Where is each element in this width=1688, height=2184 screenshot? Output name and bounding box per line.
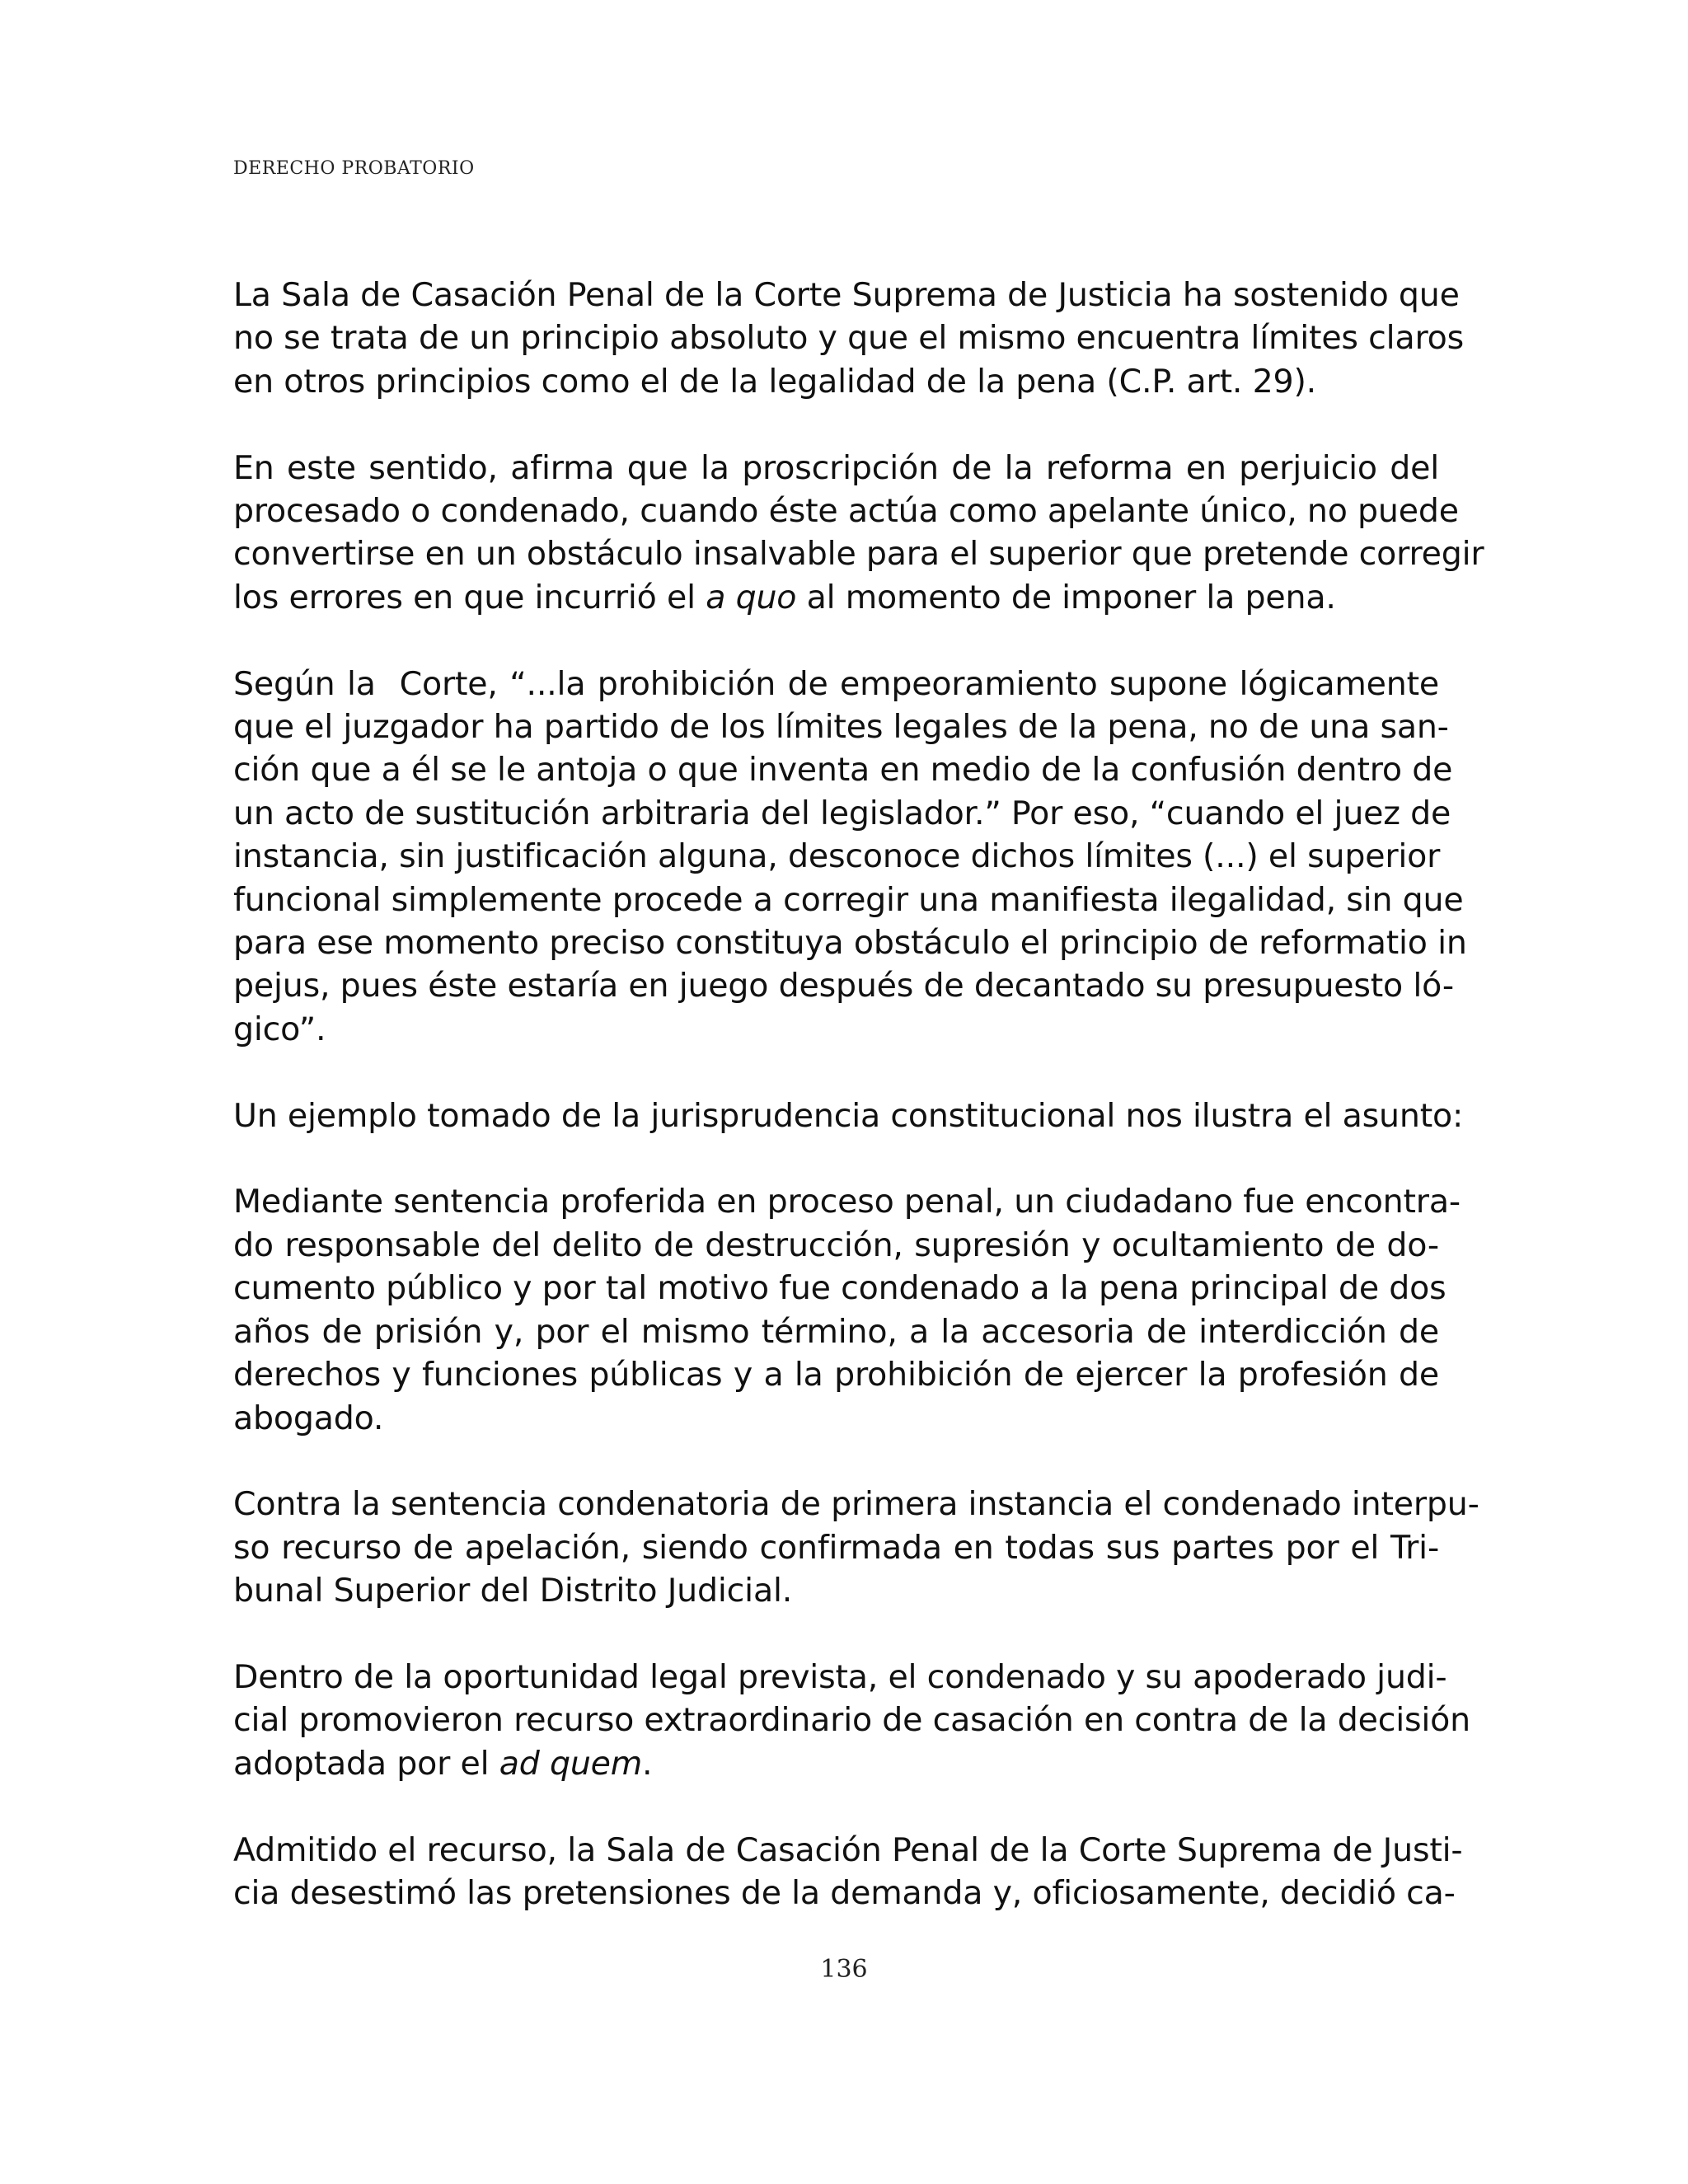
text-line: derechos y funciones públicas y a la prohibición de ejercer la profesión de <box>233 1356 1439 1394</box>
latin-term-italic: ad quem <box>499 1744 643 1783</box>
text-line: no se trata de un principio absoluto y que el mismo encuentra límites claros <box>233 319 1464 358</box>
text-line: procesado o condenado, cuando éste actúa como apelante único, no puede <box>233 492 1459 531</box>
paragraph <box>233 1094 1464 1137</box>
text-line: un acto de sustitución arbitraria del legislador.” Por eso, “cuando el juez de <box>233 794 1451 832</box>
latin-term-italic: a quo <box>706 578 797 616</box>
paragraph <box>233 1180 1461 1439</box>
text-line: cia desestimó las pretensiones de la demanda y, oficiosamente, decidió ca- <box>233 1873 1456 1912</box>
text-line: do responsable del delito de destrucción, supresión y ocultamiento de do- <box>233 1226 1439 1264</box>
text-line: pejus, pues éste estaría en juego después de decantado su presupuesto ló- <box>233 967 1454 1005</box>
paragraph <box>233 274 1464 403</box>
text-line: ción que a él se le antoja o que inventa en medio de la confusión dentro de <box>233 751 1453 790</box>
paragraph <box>233 1656 1470 1785</box>
text-line: Un ejemplo tomado de la jurisprudencia constitucional nos ilustra el asunto: <box>233 1096 1464 1135</box>
text-line: Contra la sentencia condenatoria de primera instancia el condenado interpu- <box>233 1485 1479 1524</box>
paragraph <box>233 447 1484 620</box>
text-line <box>233 576 1439 619</box>
text-line: instancia, sin justificación alguna, desconoce dichos límites (...) el superior <box>233 837 1441 876</box>
text-line: Según la Corte, “...la prohibición de empeoramiento supone lógicamente <box>233 664 1439 703</box>
text-line: que el juzgador ha partido de los límites legales de la pena, no de una san- <box>233 708 1449 747</box>
text-line: cial promovieron recurso extraordinario de casación en contra de la decisión <box>233 1701 1470 1740</box>
text-line: cumento público y por tal motivo fue condenado a la pena principal de dos <box>233 1269 1447 1308</box>
page-number: 136 <box>820 1955 868 1984</box>
text-line: para ese momento preciso constituya obstáculo el principio de reformatio in <box>233 924 1467 963</box>
body-text <box>233 274 1484 1958</box>
text-line: convertirse en un obstáculo insalvable para el superior que pretende corregir <box>233 535 1484 574</box>
text-run: adoptada por el <box>233 1744 499 1783</box>
paragraph <box>233 663 1467 1052</box>
text-run: . <box>642 1744 653 1783</box>
text-line: Dentro de la oportunidad legal prevista, el condenado y su apoderado judi- <box>233 1657 1447 1696</box>
text-line: funcional simplemente procede a corregir una manifiesta ilegalidad, sin que <box>233 880 1464 919</box>
text-line <box>233 1742 1439 1785</box>
text-line: abogado. <box>233 1399 384 1437</box>
text-line: años de prisión y, por el mismo término, a la accesoria de interdicción de <box>233 1312 1439 1351</box>
text-line: En este sentido, afirma que la proscripción de la reforma en perjuicio del <box>233 448 1439 487</box>
text-line: en otros principios como el de la legalidad de la pena (C.P. art. 29). <box>233 362 1317 401</box>
paragraph <box>233 1829 1463 1915</box>
text-run: al momento de imponer la pena. <box>796 578 1336 616</box>
text-line: Admitido el recurso, la Sala de Casación Penal de la Corte Suprema de Justi- <box>233 1830 1463 1869</box>
text-line: Mediante sentencia proferida en proceso penal, un ciudadano fue encontra- <box>233 1183 1461 1221</box>
text-line: La Sala de Casación Penal de la Corte Suprema de Justicia ha sostenido que <box>233 276 1460 314</box>
paragraph <box>233 1483 1479 1612</box>
text-run: los errores en que incurrió el <box>233 578 706 616</box>
text-line: so recurso de apelación, siendo confirmada en todas sus partes por el Tri- <box>233 1528 1439 1567</box>
running-header: DERECHO PROBATORIO <box>233 158 475 179</box>
text-line: gico”. <box>233 1010 326 1048</box>
text-line: bunal Superior del Distrito Judicial. <box>233 1572 793 1610</box>
